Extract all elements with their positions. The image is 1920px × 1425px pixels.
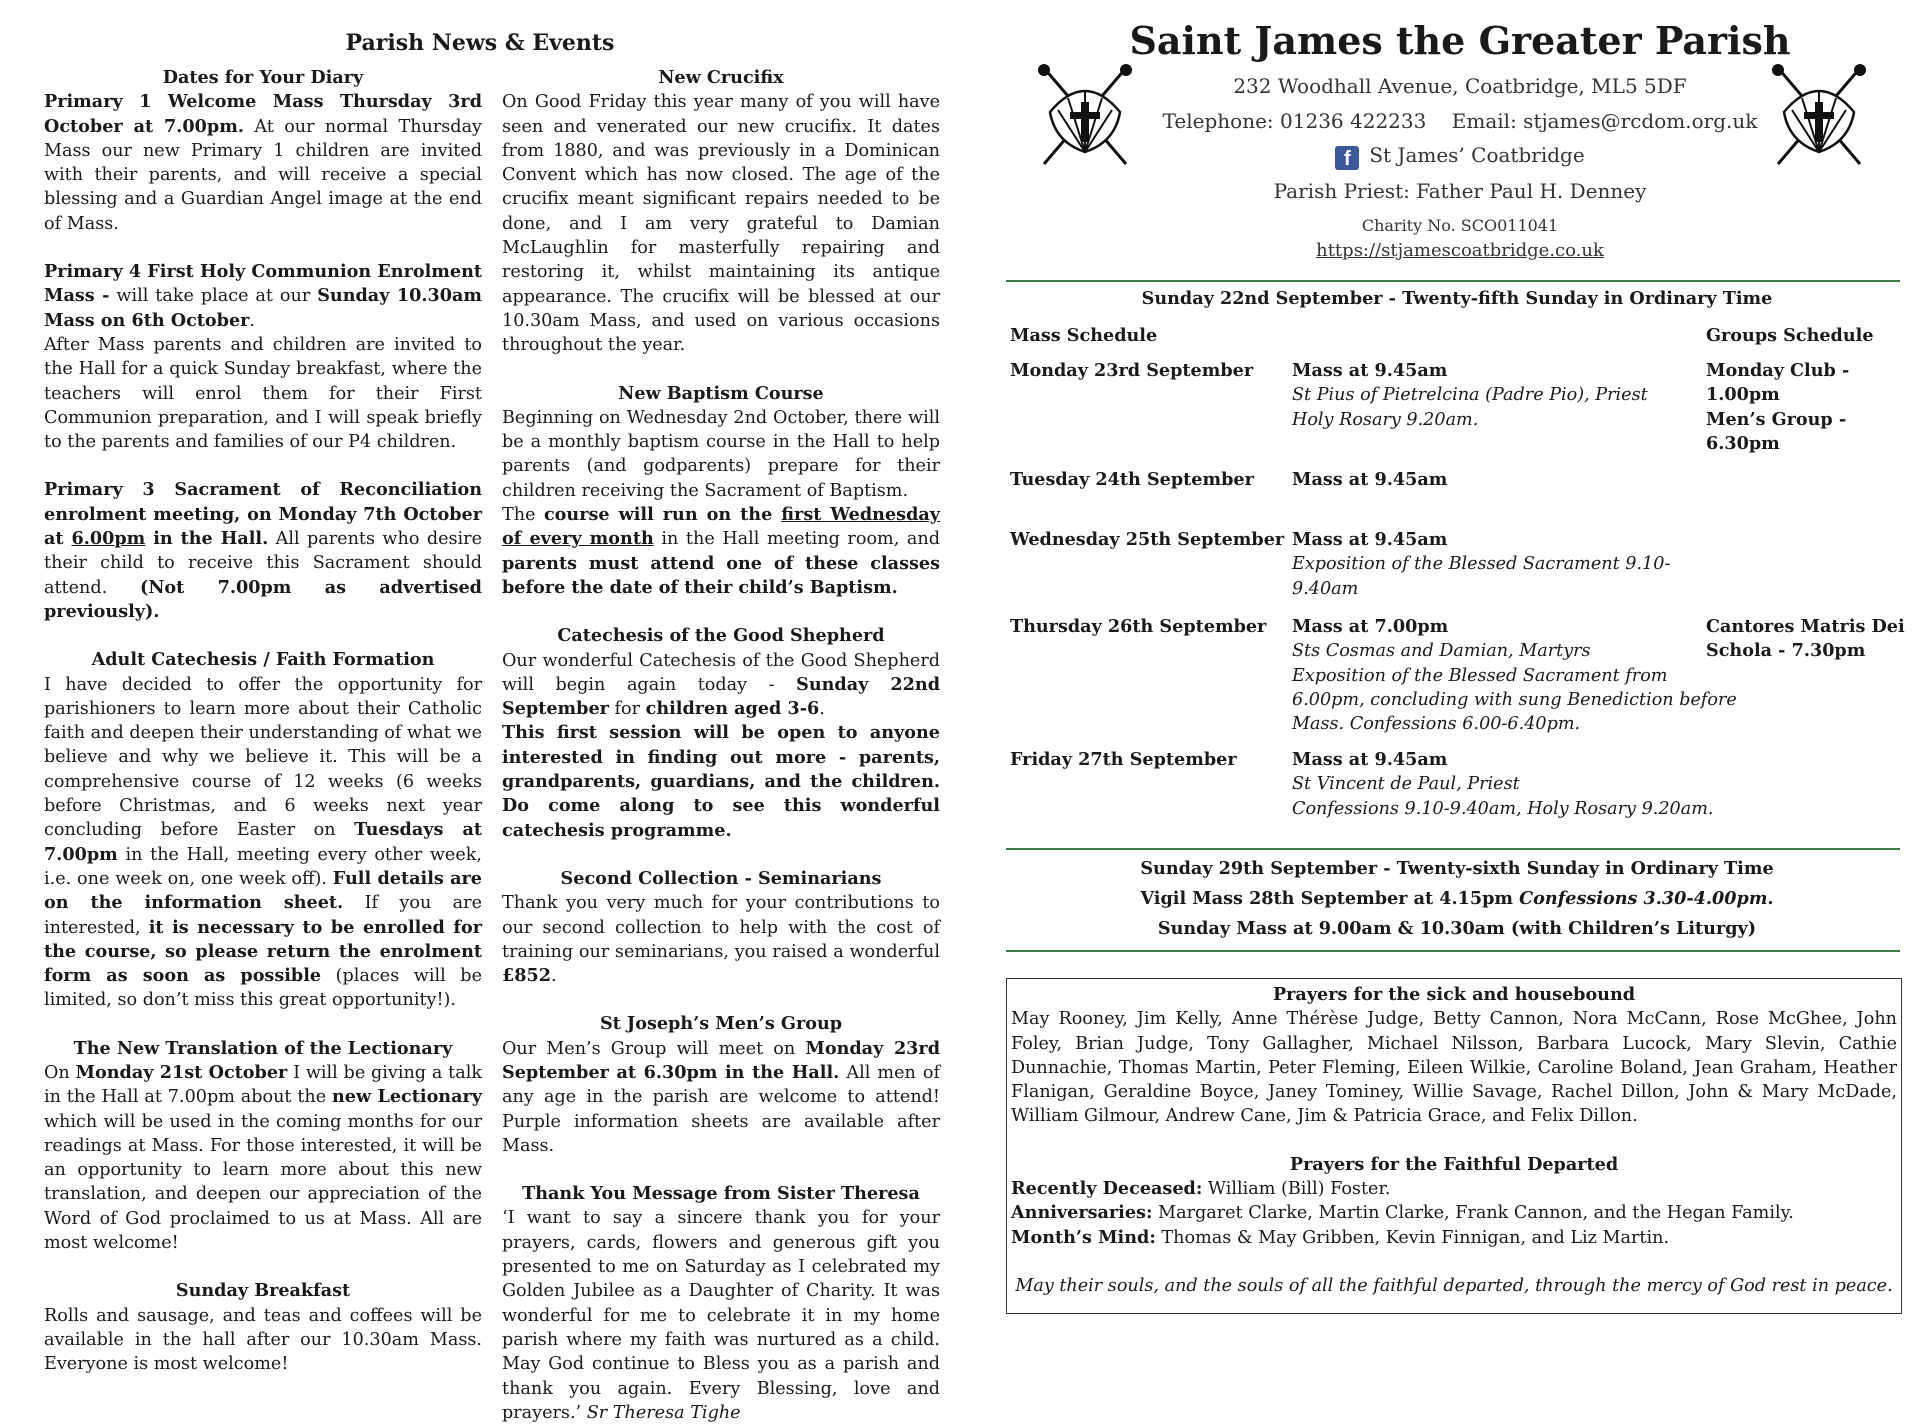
breakfast-text: Rolls and sausage, and teas and coffees will be available in the hall after our 10.30am Mass. Everyone is most welcome! xyxy=(44,1305,482,1375)
crucifix-text: On Good Friday this year many of you will have seen and venerated our new crucifix. It dates from 1880, and was previously in a Dominican Convent which has now closed. The age of the crucifix meant significant repairs needed to be done, and I am very grateful to Damian McLaughlin for masterfully repairing and restoring it, whilst maintaining its antique appearance. The crucifix will be blessed at our 10.30am Mass, and used on various occasions throughout the year. xyxy=(502,92,940,356)
sunday-mass-times: Sunday Mass at 9.00am & 10.30am (with Children’s Liturgy) xyxy=(1157,918,1757,939)
anniversaries: Anniversaries: Margaret Clarke, Martin Clarke, Frank Cannon, and the Hegan Family. xyxy=(1011,1202,1794,1224)
divider xyxy=(1006,280,1900,282)
collection-text: Thank you very much for your contributions to our second collection to help with the cost of training our seminarians, you raised a wonderful £852. xyxy=(502,893,940,987)
divider xyxy=(1006,950,1900,952)
news-title: Parish News & Events xyxy=(345,30,615,56)
sick-list: May Rooney, Jim Kelly, Anne Thérèse Judge, Betty Cannon, Nora McCann, Rose McGhee, John Foley, Brian Judge, Tony Gallagher, Michael Nilsson, Barbara Lucock, Mary Slevin, Cathie Dunnachie, Thomas Martin, Peter Fleming, Eileen Wilkie, Caroline Boland, Jean Graham, Heather Flanigan, Geraldine Boyce, Janey Tominey, Willie Savage, Rachel Dillon, John & Mary McDade, William Gilmour, Andrew Cane, Jim & Patricia Grace, and Felix Dillon. xyxy=(1011,1009,1897,1127)
diary-primary4: Primary 4 First Holy Communion Enrolment Mass - will take place at our Sunday 10.30am Mass on 6th October. xyxy=(44,261,482,331)
schedule-day: Wednesday 25th September xyxy=(1010,529,1285,550)
lectionary-heading: The New Translation of the Lectionary xyxy=(73,1037,453,1059)
schedule-group: Cantores Matris Dei Schola - 7.30pm xyxy=(1706,616,1905,662)
facebook-icon: f xyxy=(1335,146,1359,170)
breakfast-heading: Sunday Breakfast xyxy=(175,1280,351,1302)
months-mind: Month’s Mind: Thomas & May Gribben, Kevin Finnigan, and Liz Martin. xyxy=(1011,1226,1670,1248)
schedule-mass: Mass at 9.45am xyxy=(1292,469,1448,490)
collection-heading: Second Collection - Seminarians xyxy=(560,867,882,889)
parish-phone: Telephone: 01236 422233 xyxy=(1162,109,1427,133)
prayers-box xyxy=(1006,978,1902,1314)
parish-contact xyxy=(1010,109,1910,133)
news-column-1 xyxy=(44,66,482,1377)
parish-website[interactable]: https://stjamescoatbridge.co.uk xyxy=(1316,240,1604,261)
news-column-2 xyxy=(502,66,940,1425)
schedule-group: Monday Club - 1.00pm Men’s Group - 6.30pm xyxy=(1706,360,1850,454)
crucifix-heading: New Crucifix xyxy=(658,67,784,88)
mens-group-text: Our Men’s Group will meet on Monday 23rd September at 6.30pm in the Hall. All men of any age in the parish are welcome to attend! Purple information sheets are available after Mass. xyxy=(502,1037,940,1156)
schedule-mass: Mass at 9.45am St Vincent de Paul, Priest Confessions 9.10-9.40am, Holy Rosary 9.20am. xyxy=(1292,749,1714,819)
closing-prayer: May their souls, and the souls of all the faithful departed, through the mercy of God rest in peace. xyxy=(1015,1275,1893,1296)
lectionary-text: On Monday 21st October I will be giving a talk in the Hall at 7.00pm about the new Lectionary which will be used in the coming months for our readings at Mass. For those interested, it will be an opportunity to learn more about this new translation, and deepen our appreciation of the Word of God proclaimed to us at Mass. All are most welcome! xyxy=(44,1061,482,1254)
baptism-heading: New Baptism Course xyxy=(618,382,824,404)
theresa-text: ‘I want to say a sincere thank you for your prayers, cards, flowers and generous gift you presented to me on Saturday as I celebrated my Golden Jubilee as a Daughter of Charity. It was wonderful for me to celebrate it in my home parish where my faith was nurtured as a child. May God continue to Bless you as a parish and thank you again. Every Blessing, love and prayers.’ Sr Theresa Tighe xyxy=(502,1208,940,1423)
adult-catechesis-text: I have decided to offer the opportunity for parishioners to learn more about their Catholic faith and deepen their understanding of what we believe and why we believe it. This will be a comprehensive course of 12 weeks (6 weeks before Christmas, and 6 weeks next year concluding before Easter on Tuesdays at 7.00pm in the Hall, meeting every other week, i.e. one week on, one week off). Full details are on the information sheet. If you are interested, it is necessary to be enrolled for the course, so please return the enrolment form as soon as possible (places will be limited, so don’t miss this great opportunity!). xyxy=(44,674,482,1011)
shepherd-text: Our wonderful Catechesis of the Good Shepherd will begin again today - Sunday 22nd September for children aged 3-6. xyxy=(502,650,941,720)
mass-schedule-label: Mass Schedule xyxy=(1010,325,1158,346)
vigil-mass: Vigil Mass 28th September at 4.15pm Confessions 3.30-4.00pm. xyxy=(1140,888,1774,909)
schedule-mass: Mass at 7.00pm Sts Cosmas and Damian, Martyrs Exposition of the Blessed Sacrament from 6.00pm, concluding with sung Benediction before Mass. Confessions 6.00-6.40pm. xyxy=(1292,616,1737,735)
schedule-mass: Mass at 9.45am Exposition of the Blessed Sacrament 9.10- 9.40am xyxy=(1292,529,1671,599)
schedule-day: Tuesday 24th September xyxy=(1010,469,1254,490)
adult-catechesis-heading: Adult Catechesis / Faith Formation xyxy=(91,649,435,671)
baptism-text-2: The course will run on the first Wednesday of every month in the Hall meeting room, and parents must attend one of these classes before the date of their child’s Baptism. xyxy=(502,504,940,598)
schedule-day: Thursday 26th September xyxy=(1010,616,1267,637)
charity-number: Charity No. SCO011041 xyxy=(1361,216,1559,235)
parish-priest: Parish Priest: Father Paul H. Denney xyxy=(1273,179,1647,203)
baptism-text: Beginning on Wednesday 2nd October, there will be a monthly baptism course in the Hall to help parents (and godparents) prepare for their children receiving the Sacrament of Baptism. xyxy=(502,407,940,501)
theresa-heading: Thank You Message from Sister Theresa xyxy=(522,1183,920,1205)
shepherd-heading: Catechesis of the Good Shepherd xyxy=(557,625,885,647)
next-sunday-header: Sunday 29th September - Twenty-sixth Sunday in Ordinary Time xyxy=(1140,858,1774,879)
facebook-page[interactable]: St James’ Coatbridge xyxy=(1369,143,1585,167)
parish-address: 232 Woodhall Avenue, Coatbridge, ML5 5DF xyxy=(1233,74,1687,98)
diary-primary3: Primary 3 Sacrament of Reconciliation enrolment meeting, on Monday 7th October at 6.00pm in the Hall. All parents who desire their child to receive this Sacrament should attend. (Not 7.00pm as advertised previously). xyxy=(44,479,482,622)
departed-heading: Prayers for the Faithful Departed xyxy=(1289,1153,1619,1175)
shepherd-text-2: This first session will be open to anyone interested in finding out more - parents, grandparents, guardians, and the children. Do come along to see this wonderful catechesis programme. xyxy=(502,722,940,841)
divider xyxy=(1006,848,1900,850)
sunday-header: Sunday 22nd September - Twenty-fifth Sunday in Ordinary Time xyxy=(1141,288,1773,309)
parish-name: Saint James the Greater Parish xyxy=(1129,18,1791,63)
diary-primary4-more: After Mass parents and children are invited to the Hall for a quick Sunday breakfast, where the teachers will enrol them for their First Communion preparation, and I will speak briefly to the parents and families of our P4 children. xyxy=(44,334,482,453)
schedule-day: Monday 23rd September xyxy=(1010,360,1254,381)
recently-deceased: Recently Deceased: William (Bill) Foster. xyxy=(1011,1178,1391,1200)
sick-heading: Prayers for the sick and housebound xyxy=(1272,984,1636,1005)
diary-heading: Dates for Your Diary xyxy=(162,67,364,88)
schedule-mass: Mass at 9.45am St Pius of Pietrelcina (Padre Pio), Priest Holy Rosary 9.20am. xyxy=(1292,360,1648,430)
facebook-line[interactable] xyxy=(1010,143,1910,170)
schedule-day: Friday 27th September xyxy=(1010,749,1237,770)
mens-group-heading: St Joseph’s Men’s Group xyxy=(599,1013,843,1035)
diary-primary1: Primary 1 Welcome Mass Thursday 3rd October at 7.00pm. At our normal Thursday Mass our new Primary 1 children are invited with their parents, and will receive a special blessing and a Guardian Angel image at the end of Mass. xyxy=(44,91,482,234)
groups-schedule-label: Groups Schedule xyxy=(1706,325,1874,346)
parish-email[interactable]: Email: stjames@rcdom.org.uk xyxy=(1451,109,1758,133)
